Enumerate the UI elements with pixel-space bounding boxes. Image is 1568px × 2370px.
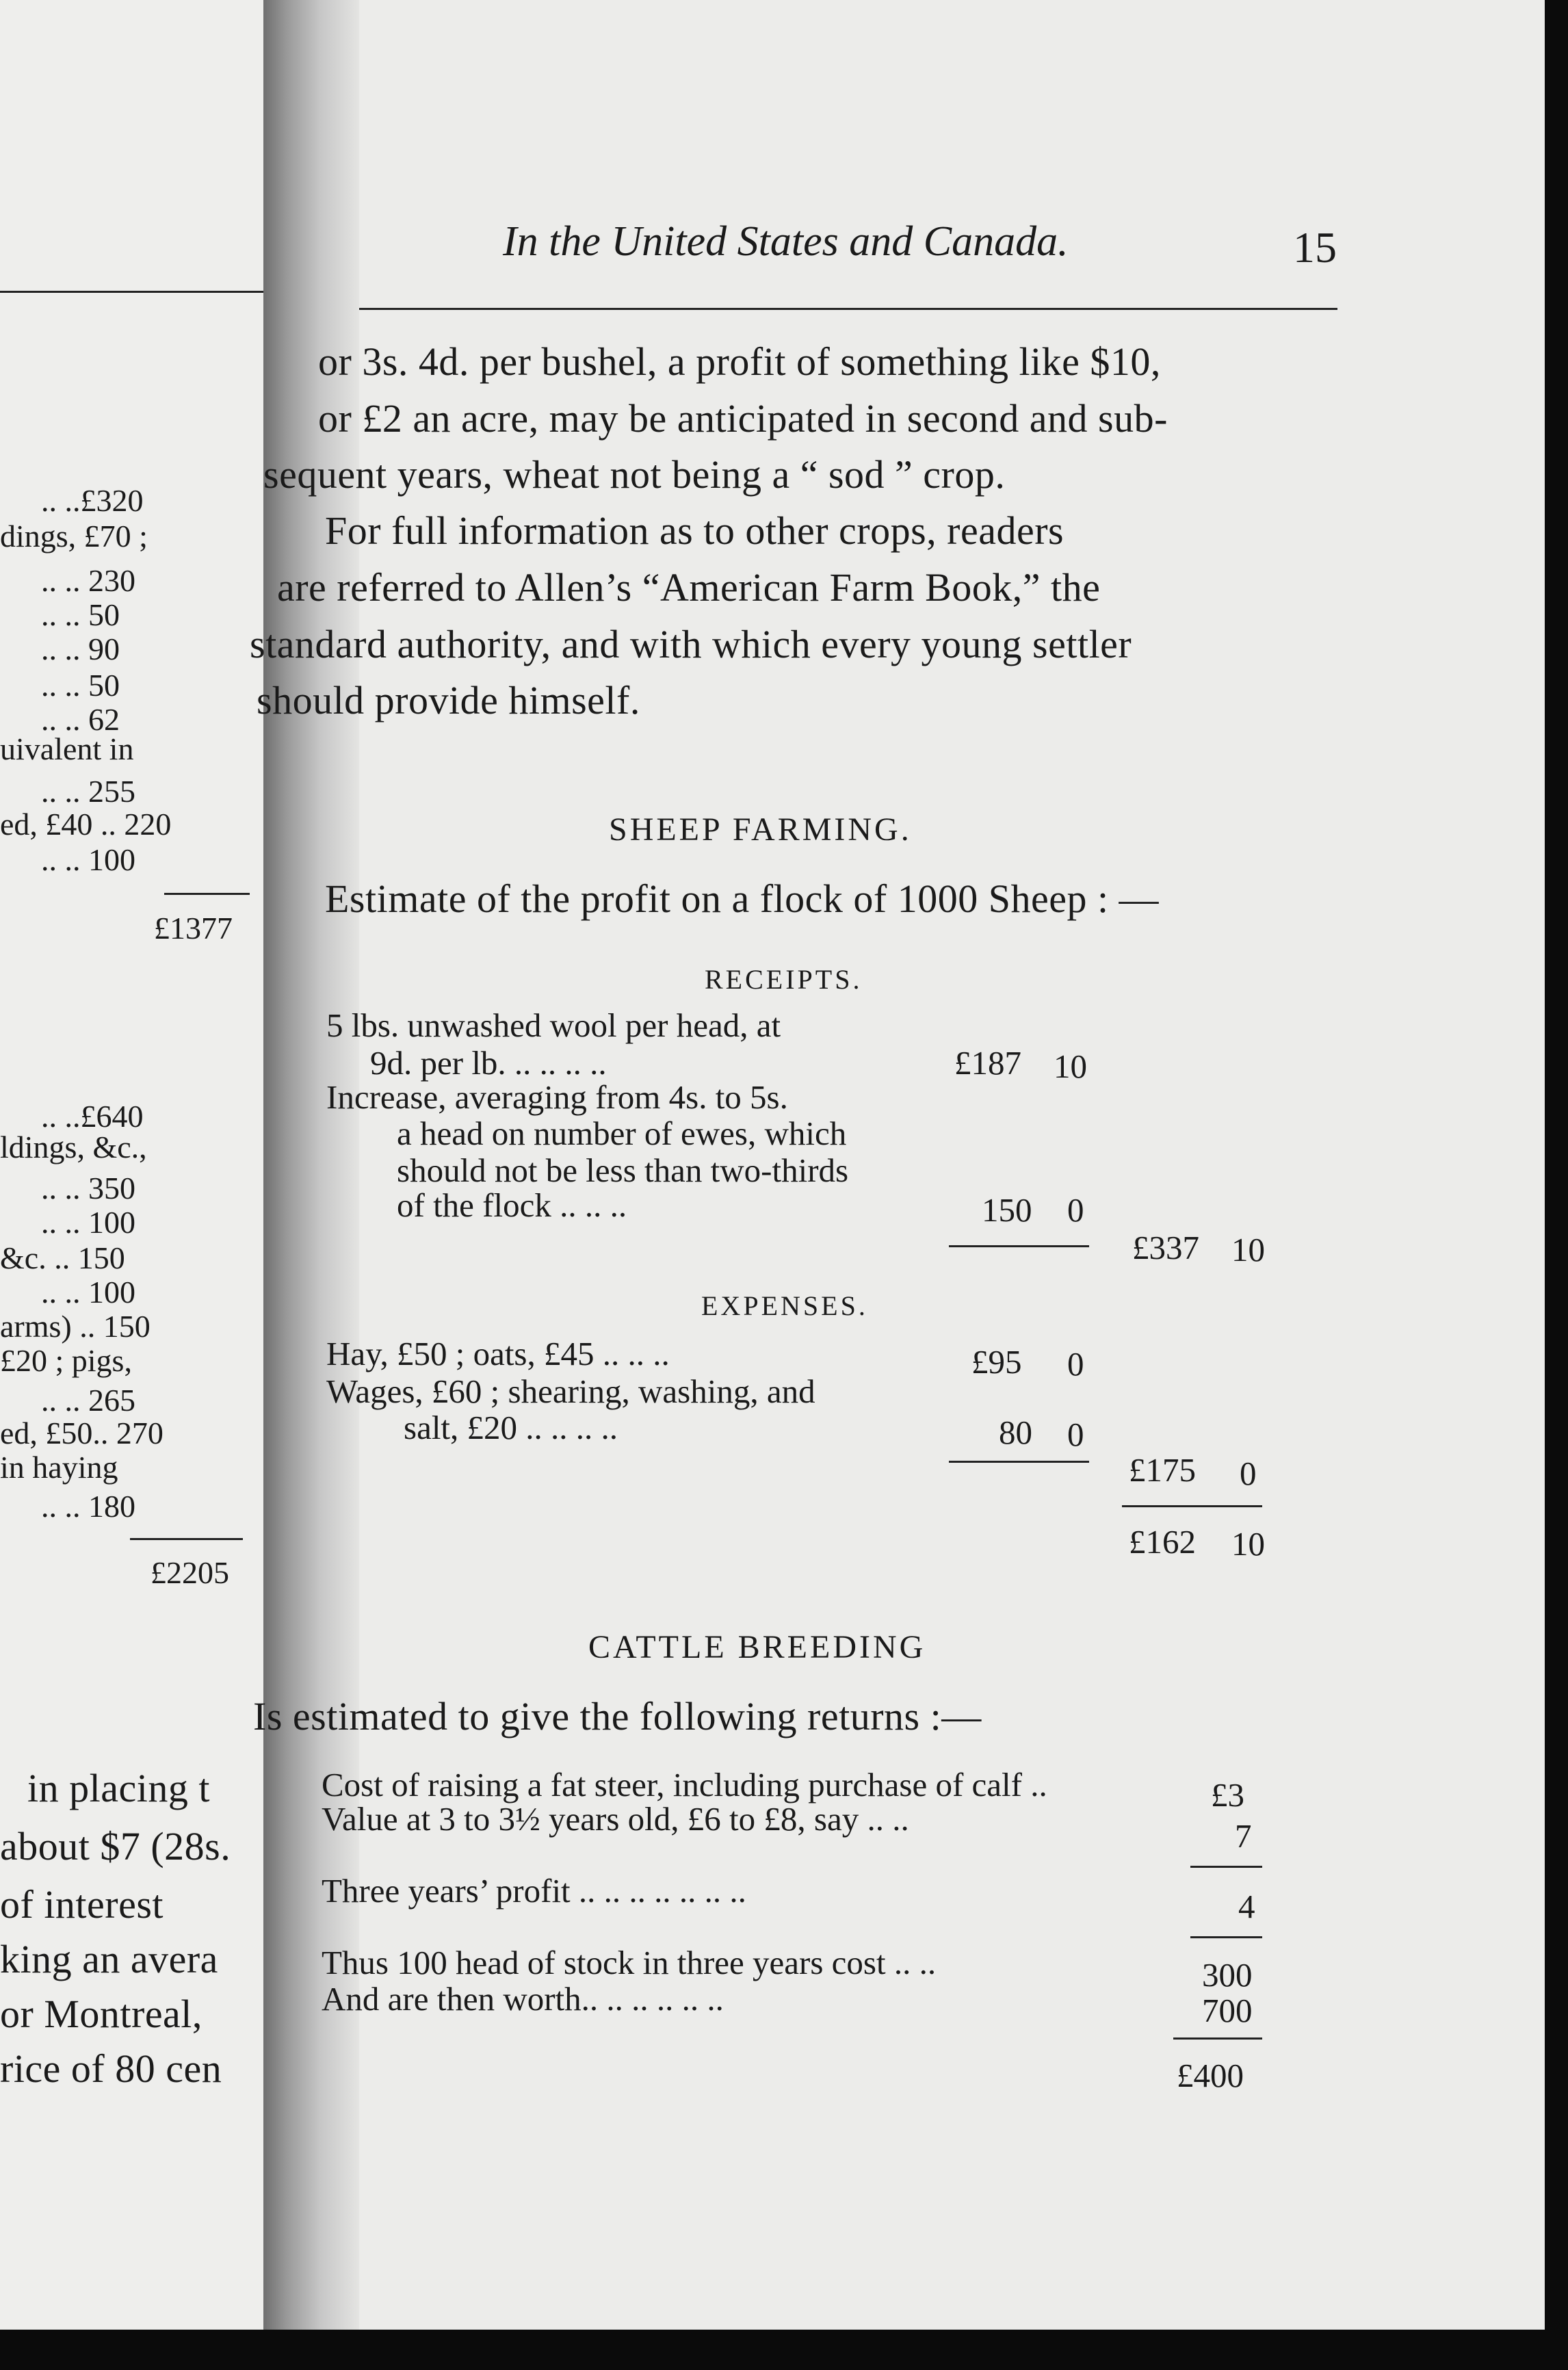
expense-pounds: 80: [999, 1414, 1032, 1451]
expense-line: salt, £20 .. .. .. ..: [404, 1409, 618, 1446]
expenses-total-shillings: 0: [1240, 1455, 1257, 1492]
receipt-line: 5 lbs. unwashed wool per head, at: [326, 1006, 781, 1044]
left-line: .. .. 255: [41, 774, 135, 809]
left-sum-rule: [164, 893, 250, 895]
left-line: &c. .. 150: [0, 1240, 125, 1275]
expense-pounds: £95: [971, 1343, 1022, 1381]
receipts-total-shillings: 10: [1231, 1231, 1265, 1268]
expense-shillings: 0: [1067, 1416, 1084, 1453]
paragraph-line: For full information as to other crops, readers: [325, 508, 1064, 553]
paragraph-line: should provide himself.: [257, 678, 640, 722]
receipts-rule: [949, 1245, 1089, 1247]
receipts-total-pounds: £337: [1132, 1229, 1199, 1266]
page-number: 15: [1293, 223, 1337, 272]
receipts-heading: RECEIPTS.: [705, 964, 863, 995]
left-line: ed, £40 .. 220: [0, 807, 172, 842]
cattle-row-label: Cost of raising a fat steer, including purchase of calf ..: [322, 1766, 1047, 1803]
left-line: .. .. 62: [41, 702, 120, 737]
left-line: or Montreal,: [0, 1992, 202, 2036]
left-line: arms) .. 150: [0, 1309, 151, 1344]
left-total: £2205: [151, 1555, 229, 1590]
cattle-row-value: £3: [1211, 1776, 1244, 1814]
receipt-shillings: 0: [1067, 1191, 1084, 1229]
left-line: .. .. 100: [41, 842, 135, 877]
intro-line: sequent years, wheat not being a “ sod ” crop.: [263, 452, 1006, 497]
sheep-heading: SHEEP FARMING.: [609, 811, 912, 848]
paragraph-line: standard authority, and with which every young settler: [250, 622, 1132, 666]
left-header-rule: [0, 291, 263, 293]
cattle-rule: [1190, 1936, 1262, 1938]
expense-line: Wages, £60 ; shearing, washing, and: [326, 1372, 815, 1410]
left-line: .. ..£640: [41, 1099, 144, 1134]
left-line: ed, £50.. 270: [0, 1416, 164, 1450]
receipt-line: Increase, averaging from 4s. to 5s.: [326, 1078, 788, 1116]
cattle-rule: [1173, 2037, 1262, 2040]
expenses-heading: EXPENSES.: [701, 1290, 868, 1321]
left-line: .. .. 50: [41, 668, 120, 703]
left-line: ldings, &c.,: [0, 1130, 147, 1164]
right-page: [250, 0, 1545, 2330]
cattle-row-label: And are then worth.. .. .. .. .. ..: [322, 1980, 724, 2018]
net-shillings: 10: [1231, 1525, 1265, 1563]
sheep-intro: Estimate of the profit on a flock of 1000 Sheep : —: [325, 876, 1160, 921]
left-line: dings, £70 ;: [0, 519, 148, 554]
left-line: £20 ; pigs,: [0, 1343, 132, 1378]
left-line: king an avera: [0, 1937, 218, 1981]
cattle-row-value: 4: [1238, 1888, 1255, 1925]
left-line: in haying: [0, 1450, 118, 1485]
left-line: .. .. 350: [41, 1171, 135, 1206]
receipt-line: of the flock .. .. ..: [397, 1186, 627, 1224]
left-line: .. .. 90: [41, 631, 120, 666]
left-line: of interest: [0, 1882, 164, 1927]
left-line: uivalent in: [0, 731, 134, 766]
cattle-row-label: Three years’ profit .. .. .. .. .. .. ..: [322, 1872, 746, 1910]
left-line: .. .. 100: [41, 1205, 135, 1240]
left-line: .. .. 265: [41, 1383, 135, 1418]
cattle-row-label: Thus 100 head of stock in three years cost .. ..: [322, 1944, 937, 1981]
running-head: In the United States and Canada.: [503, 218, 1069, 265]
receipt-pounds: £187: [954, 1044, 1021, 1082]
left-line: .. .. 50: [41, 597, 120, 632]
header-rule: [359, 308, 1337, 310]
net-pounds: £162: [1129, 1523, 1196, 1561]
paragraph-line: are referred to Allen’s “American Farm Book,” the: [277, 565, 1101, 610]
net-rule: [1122, 1505, 1262, 1507]
cattle-intro: Is estimated to give the following returns :—: [253, 1694, 982, 1739]
expense-line: Hay, £50 ; oats, £45 .. .. ..: [326, 1335, 670, 1372]
cattle-total: £400: [1177, 2057, 1244, 2094]
cattle-row-label: Value at 3 to 3½ years old, £6 to £8, say .. ..: [322, 1800, 909, 1838]
left-line: about $7 (28s.: [0, 1824, 231, 1868]
left-line: .. .. 180: [41, 1489, 135, 1524]
left-line: .. .. 230: [41, 563, 135, 598]
receipt-shillings: 10: [1054, 1047, 1087, 1085]
intro-line: or 3s. 4d. per bushel, a profit of something like $10,: [318, 339, 1161, 384]
expenses-total-pounds: £175: [1129, 1451, 1196, 1489]
receipt-line: should not be less than two-thirds: [397, 1151, 849, 1189]
left-line: in placing t: [27, 1766, 210, 1810]
expense-shillings: 0: [1067, 1345, 1084, 1383]
cattle-rule: [1190, 1866, 1262, 1868]
intro-line: or £2 an acre, may be anticipated in second and sub-: [318, 396, 1168, 441]
cattle-row-value: 300: [1202, 1956, 1253, 1994]
cattle-row-value: 7: [1235, 1817, 1252, 1855]
cattle-heading: CATTLE BREEDING: [588, 1629, 926, 1665]
receipt-pounds: 150: [982, 1191, 1032, 1229]
receipt-line: 9d. per lb. .. .. .. ..: [370, 1044, 607, 1082]
left-page-fragment: [0, 0, 263, 2330]
left-line: .. ..£320: [41, 483, 144, 518]
left-line: .. .. 100: [41, 1275, 135, 1310]
left-total: £1377: [154, 911, 233, 946]
left-line: rice of 80 cen: [0, 2046, 222, 2091]
left-sum-rule: [130, 1538, 243, 1540]
cattle-row-value: 700: [1202, 1992, 1253, 2029]
receipt-line: a head on number of ewes, which: [397, 1115, 847, 1152]
expenses-rule: [949, 1461, 1089, 1463]
